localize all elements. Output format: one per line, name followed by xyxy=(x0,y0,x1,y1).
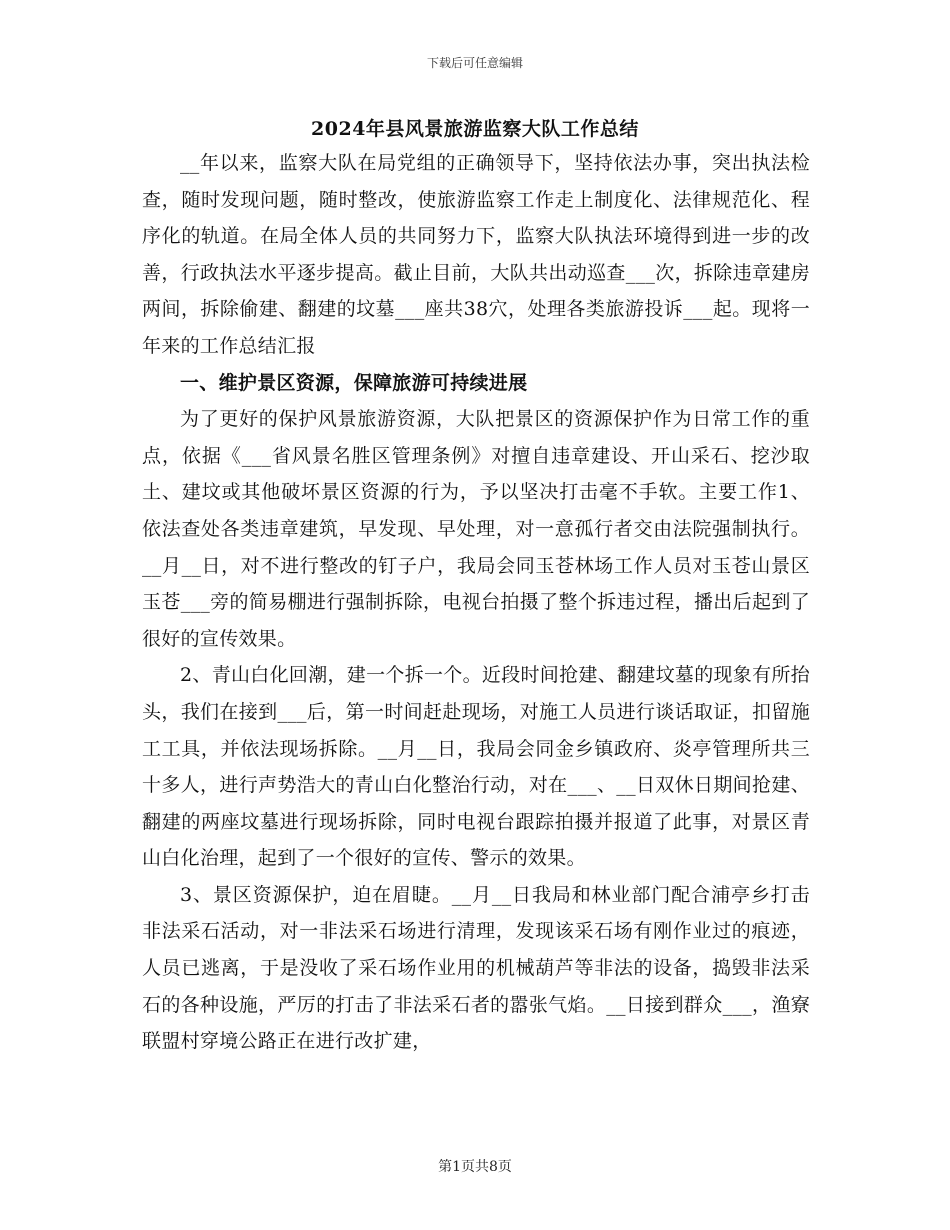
document-body xyxy=(142,145,810,1060)
document-title: 2024年县风景旅游监察大队工作总结 xyxy=(311,118,639,140)
paragraph-green-hills: 2、青山白化回潮，建一个拆一个。近段时间抢建、翻建坟墓的现象有所抬头，我们在接到___后，第一时间赶赴现场，对施工人员进行谈话取证，扣留施工工具，并依法现场拆除。__月__日，我局会同金乡镇政府、炎亭管理所共三十多人，进行声势浩大的青山白化整治行动，对在___、__日双休日期间抢建、翻建的两座坟墓进行现场拆除，同时电视台跟踪拍摄并报道了此事，对景区青山白化治理，起到了一个很好的宣传、警示的效果。 xyxy=(142,664,810,870)
section-heading: 一、维护景区资源，保障旅游可持续进展 xyxy=(180,371,528,394)
header-note: 下载后可任意编辑 xyxy=(426,56,523,70)
page-number: 第1页共8页 xyxy=(438,1159,512,1175)
paragraph-intro: __年以来，监察大队在局党组的正确领导下，坚持依法办事，突出执法检查，随时发现问题，随时整改，使旅游监察工作走上制度化、法律规范化、程序化的轨道。在局全体人员的共同努力下，监察大队执法环境得到进一步的改善，行政执法水平逐步提高。截止目前，大队共出动巡查___次，拆除违章建房两间，拆除偷建、翻建的坟墓___座共38穴，处理各类旅游投诉___起。现将一年来的工作总结汇报 xyxy=(142,152,810,357)
paragraph-quarrying: 3、景区资源保护，迫在眉睫。__月__日我局和林业部门配合浦亭乡打击非法采石活动，对一非法采石场进行清理，发现该采石场有刚作业过的痕迹，人员已逃离，于是没收了采石场作业用的机械葫芦等非法的设备，捣毁非法采石的各种设施，严厉的打击了非法采石者的嚣张气焰。__日接到群众___，渔寮联盟村穿境公路正在进行改扩建， xyxy=(142,883,810,1053)
paragraph-resource-protection: 为了更好的保护风景旅游资源，大队把景区的资源保护作为日常工作的重点，依据《___省风景名胜区管理条例》对擅自违章建设、开山采石、挖沙取土、建坟或其他破坏景区资源的行为，予以坚决打击毫不手软。主要工作1、依法查处各类违章建筑，早发现、早处理，对一意孤行者交由法院强制执行。__月__日，对不进行整改的钉子户，我局会同玉苍林场工作人员对玉苍山景区玉苍___旁的简易棚进行强制拆除，电视台拍摄了整个拆违过程，播出后起到了很好的宣传效果。 xyxy=(142,408,810,650)
